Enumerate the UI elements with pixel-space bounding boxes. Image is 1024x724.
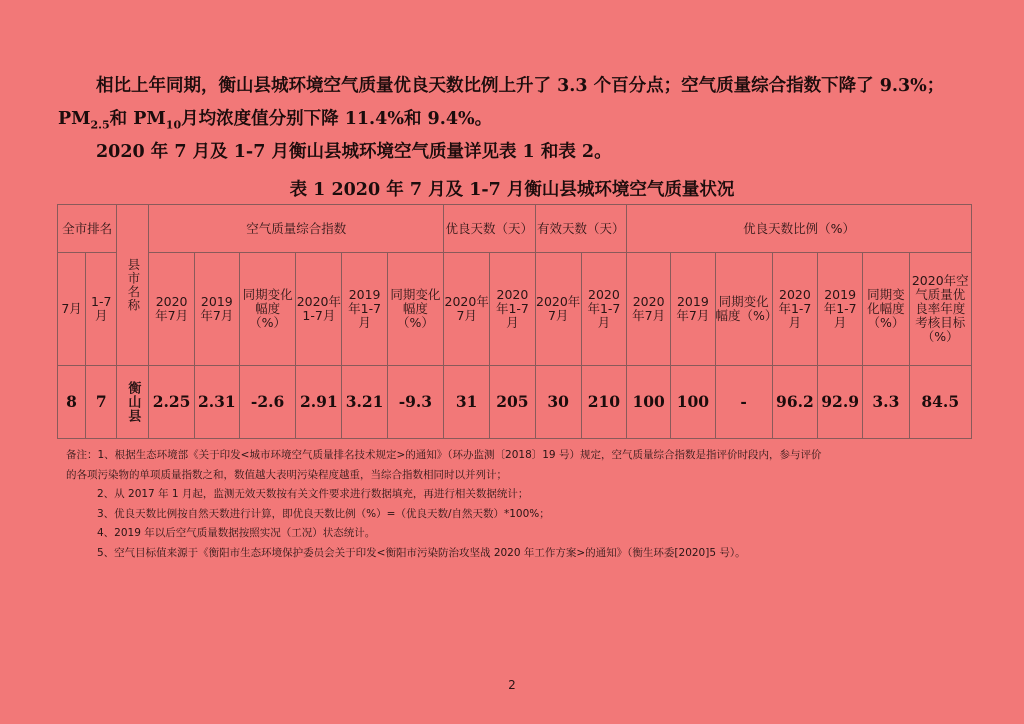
valid-2020-ytd-cell: 210 [581, 366, 626, 439]
ratio-2020-jul-cell: 100 [627, 366, 671, 439]
ratio-change-jul-header: 同期变化幅度（%） [715, 253, 772, 366]
county-cell: 衡山县 [117, 366, 149, 439]
reference-paragraph: 2020 年 7 月及 1-7 月衡山县城环境空气质量详见表 1 和表 2。 [96, 142, 612, 162]
aqi-2020-jul-cell: 2.25 [149, 366, 194, 439]
ratio-2020-jul-header: 2020年7月 [627, 253, 671, 366]
aqi-2019-jul-header: 2019年7月 [194, 253, 239, 366]
aqi-2019-ytd-cell: 3.21 [342, 366, 387, 439]
page-number: 2 [508, 678, 516, 692]
ratio-2019-ytd-cell: 92.9 [818, 366, 863, 439]
aqi-2020-jul-header: 2020年7月 [149, 253, 194, 366]
ratio-2019-jul-header: 2019年7月 [671, 253, 715, 366]
ratio-2019-ytd-header: 2019年1-7月 [818, 253, 863, 366]
ratio-change-ytd-header: 同期变化幅度（%） [863, 253, 909, 366]
table-notes [66, 446, 976, 563]
air-quality-table [57, 204, 972, 439]
good-ratio-header: 优良天数比例（%） [627, 205, 972, 253]
note-line: 的各项污染物的单项质量指数之和，数值越大表明污染程度越重，当综合指数相同时以并列计； [66, 468, 507, 481]
pm10-subscript: 10 [165, 118, 182, 132]
ratio-target-cell: 84.5 [909, 366, 972, 439]
rank-jul-header: 7月 [58, 253, 86, 366]
rank-ytd-header: 1-7月 [86, 253, 117, 366]
pm25-subscript: 2.5 [90, 118, 110, 132]
aqi-2019-ytd-header: 2019年1-7月 [342, 253, 387, 366]
ratio-2020-ytd-header: 2020年1-7月 [772, 253, 817, 366]
good-2020-jul-cell: 31 [444, 366, 490, 439]
table-caption: 表 1 2020 年 7 月及 1-7 月衡山县城环境空气质量状况 [289, 180, 735, 200]
good-2020-ytd-header: 2020年1-7月 [490, 253, 535, 366]
aqi-header: 空气质量综合指数 [149, 205, 444, 253]
valid-2020-jul-header: 2020年7月 [535, 253, 581, 366]
note-line: 2、从 2017 年 1 月起，监测无效天数按有关文件要求进行数据填充，再进行相关数据统计； [97, 488, 529, 500]
valid-2020-ytd-header: 2020年1-7月 [581, 253, 626, 366]
good-days-header: 优良天数（天） [444, 205, 535, 253]
ratio-target-header: 2020年空气质量优良率年度考核目标（%） [909, 253, 972, 366]
note-line: 5、空气目标值来源于《衡阳市生态环境保护委员会关于印发<衡阳市污染防治攻坚战 2020 年工作方案>的通知》（衡生环委[2020]5 号）。 [97, 546, 746, 559]
note-line: 备注：1、根据生态环境部《关于印发<城市环境空气质量排名技术规定>的通知》（环办监测〔2018〕19 号）规定，空气质量综合指数是指评价时段内，参与评价 [66, 449, 822, 461]
aqi-change-ytd-cell: -9.3 [387, 366, 443, 439]
aqi-change-ytd-header: 同期变化幅度（%） [387, 253, 443, 366]
aqi-2019-jul-cell: 2.31 [194, 366, 239, 439]
note-line: 4、2019 年以后空气质量数据按照实况（工况）状态统计。 [97, 527, 376, 539]
aqi-change-jul-header: 同期变化幅度（%） [239, 253, 295, 366]
summary-paragraph: 相比上年同期，衡山县城环境空气质量优良天数比例上升了 3.3 个百分点；空气质量综合指数下降了 9.3%；$PM_{2.5}$和 $PM_{10}$月均浓度值分别下降 11.4%和 9.4%。 [58, 76, 945, 132]
ratio-2019-jul-cell: 100 [671, 366, 715, 439]
rank-jul-cell: 8 [58, 366, 86, 439]
aqi-change-jul-cell: -2.6 [239, 366, 295, 439]
table-row [58, 366, 972, 439]
ratio-change-jul-cell: - [715, 366, 772, 439]
aqi-2020-ytd-cell: 2.91 [296, 366, 342, 439]
ratio-2020-ytd-cell: 96.2 [772, 366, 817, 439]
good-2020-ytd-cell: 205 [490, 366, 535, 439]
valid-days-header: 有效天数（天） [535, 205, 626, 253]
good-2020-jul-header: 2020年7月 [444, 253, 490, 366]
rank-header: 全市排名 [58, 205, 117, 253]
note-line: 3、优良天数比例按自然天数进行计算，即优良天数比例（%）=（优良天数/自然天数）*100%； [97, 507, 550, 520]
aqi-2020-ytd-header: 2020年1-7月 [296, 253, 342, 366]
rank-ytd-cell: 7 [86, 366, 117, 439]
ratio-change-ytd-cell: 3.3 [863, 366, 909, 439]
county-name-header: 县市名称 [117, 205, 149, 366]
valid-2020-jul-cell: 30 [535, 366, 581, 439]
